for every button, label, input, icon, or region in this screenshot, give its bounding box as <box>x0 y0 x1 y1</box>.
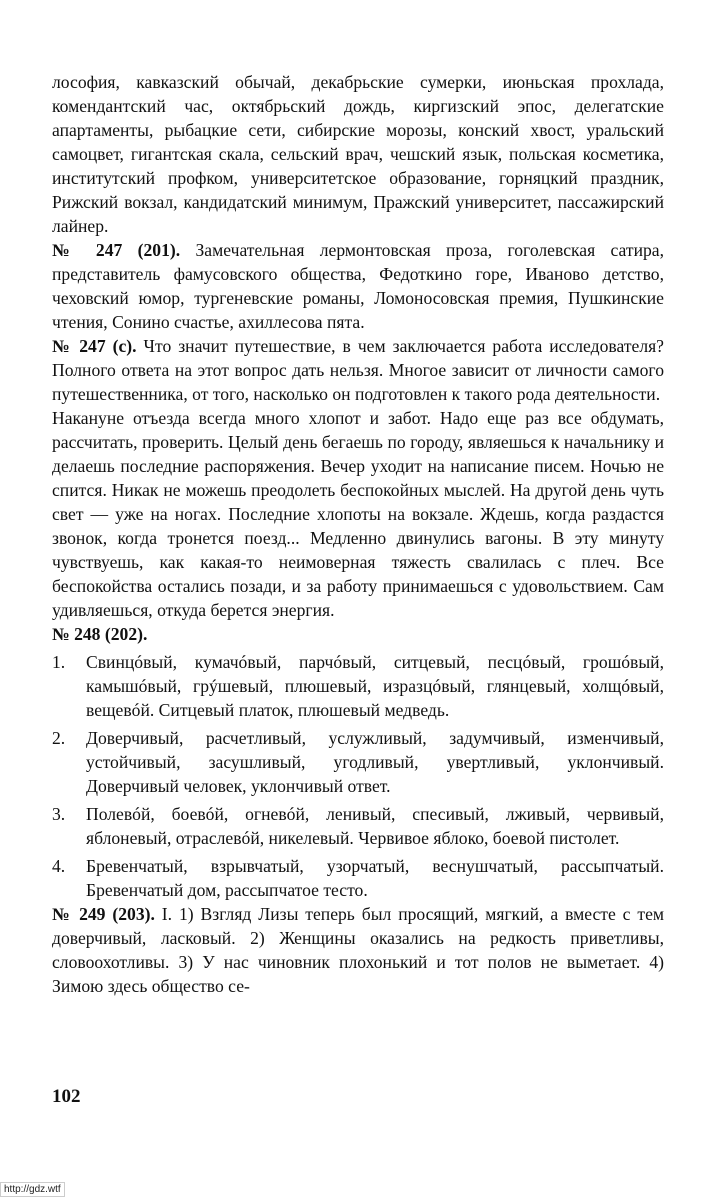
page-content <box>52 70 664 998</box>
exercise-248-list <box>52 650 664 902</box>
list-item-text: Бревенчатый, взрывчатый, узорчатый, веснушчатый, рассыпчатый. Бревенчатый дом, рассыпчатое тесто. <box>86 856 664 900</box>
exercise-247-201 <box>52 238 664 334</box>
watermark-link[interactable]: http://gdz.wtf <box>0 1182 65 1197</box>
exercise-label: № 247 (201). <box>52 240 181 260</box>
paragraph-travel: Накануне отъезда всегда много хлопот и забот. Надо еще раз все обдумать, рассчитать, проверить. Целый день бегаешь по городу, являешься к начальнику и делаешь последние распоряжения. Вечер уходит на написание писем. Ночью не спится. Никак не можешь преодолеть беспокойных мыслей. На другой день чуть свет — уже на ногах. Последние хлопоты на вокзале. Ждешь, когда раздастся звонок, когда тронется поезд... Медленно двинулись вагоны. В эту минуту чувствуешь, как какая-то неимоверная тяжесть свалилась с плеч. Все беспокойства остались позади, и за работу принимаешься с удовольствием. Сам удивляешься, откуда берется энергия. <box>52 408 664 620</box>
list-item <box>52 650 664 722</box>
page-number: 102 <box>52 1086 81 1107</box>
list-item-text: Свинцóвый, кумачóвый, парчóвый, ситцевый, песцóвый, грошóвый, камышóвый, грýшевый, плюшевый, изразцóвый, глянцевый, холщóвый, вещевóй. Ситцевый платок, плюшевый медведь. <box>86 652 664 720</box>
exercise-text: I. 1) Взгляд Лизы теперь был просящий, мягкий, а вместе с тем доверчивый, ласковый. 2) Женщины оказались на редкость приветливы, словоохотливы. 3) У нас чиновник плохонький и тот полов не выметает. 4) Зимою здесь общество се- <box>52 904 665 996</box>
exercise-label: № 247 (с). <box>52 336 137 356</box>
exercise-text: Что значит путешествие, в чем заключается работа исследователя? Полного ответа на этот вопрос дать нельзя. Многое зависит от личности самого путешественника, от того, насколько он подготовлен к такого рода деятельности. <box>52 336 664 404</box>
list-number: 2. <box>52 728 66 748</box>
list-item <box>52 726 664 798</box>
list-item-text: Доверчивый, расчетливый, услужливый, задумчивый, изменчивый, устойчивый, засушливый, угодливый, увертливый, уклончивый. Доверчивый человек, уклончивый ответ. <box>86 728 664 796</box>
exercise-text: Замечательная лермонтовская проза, гоголевская сатира, представитель фамусовского общества, Федоткино горе, Иваново детство, чеховский юмор, тургеневские романы, Ломоносовская премия, Пушкинские чтения, Сонино счастье, ахиллесова пята. <box>52 240 664 332</box>
exercise-247-c <box>52 334 664 406</box>
list-item-text: Полевóй, боевóй, огневóй, ленивый, спесивый, лживый, червивый, яблоневый, отраслевóй, никелевый. Червивое яблоко, боевой пистолет. <box>86 804 664 848</box>
exercise-label: № 249 (203). <box>52 904 155 924</box>
list-number: 3. <box>52 804 66 824</box>
list-item <box>52 802 664 850</box>
exercise-248-label: № 248 (202). <box>52 624 148 644</box>
list-number: 1. <box>52 652 66 672</box>
list-number: 4. <box>52 856 66 876</box>
exercise-249-203 <box>52 902 664 998</box>
list-item <box>52 854 664 902</box>
paragraph-continuation: лософия, кавказский обычай, декабрьские сумерки, июньская прохлада, комендантский час, октябрьский дождь, киргизский эпос, делегатские апартаменты, рыбацкие сети, сибирские морозы, конский хвост, уральский самоцвет, гигантская скала, сельский врач, чешский язык, польская косметика, институтский профком, университетское образование, горняцкий праздник, Рижский вокзал, кандидатский минимум, Пражский университет, пассажирский лайнер. <box>52 72 664 236</box>
